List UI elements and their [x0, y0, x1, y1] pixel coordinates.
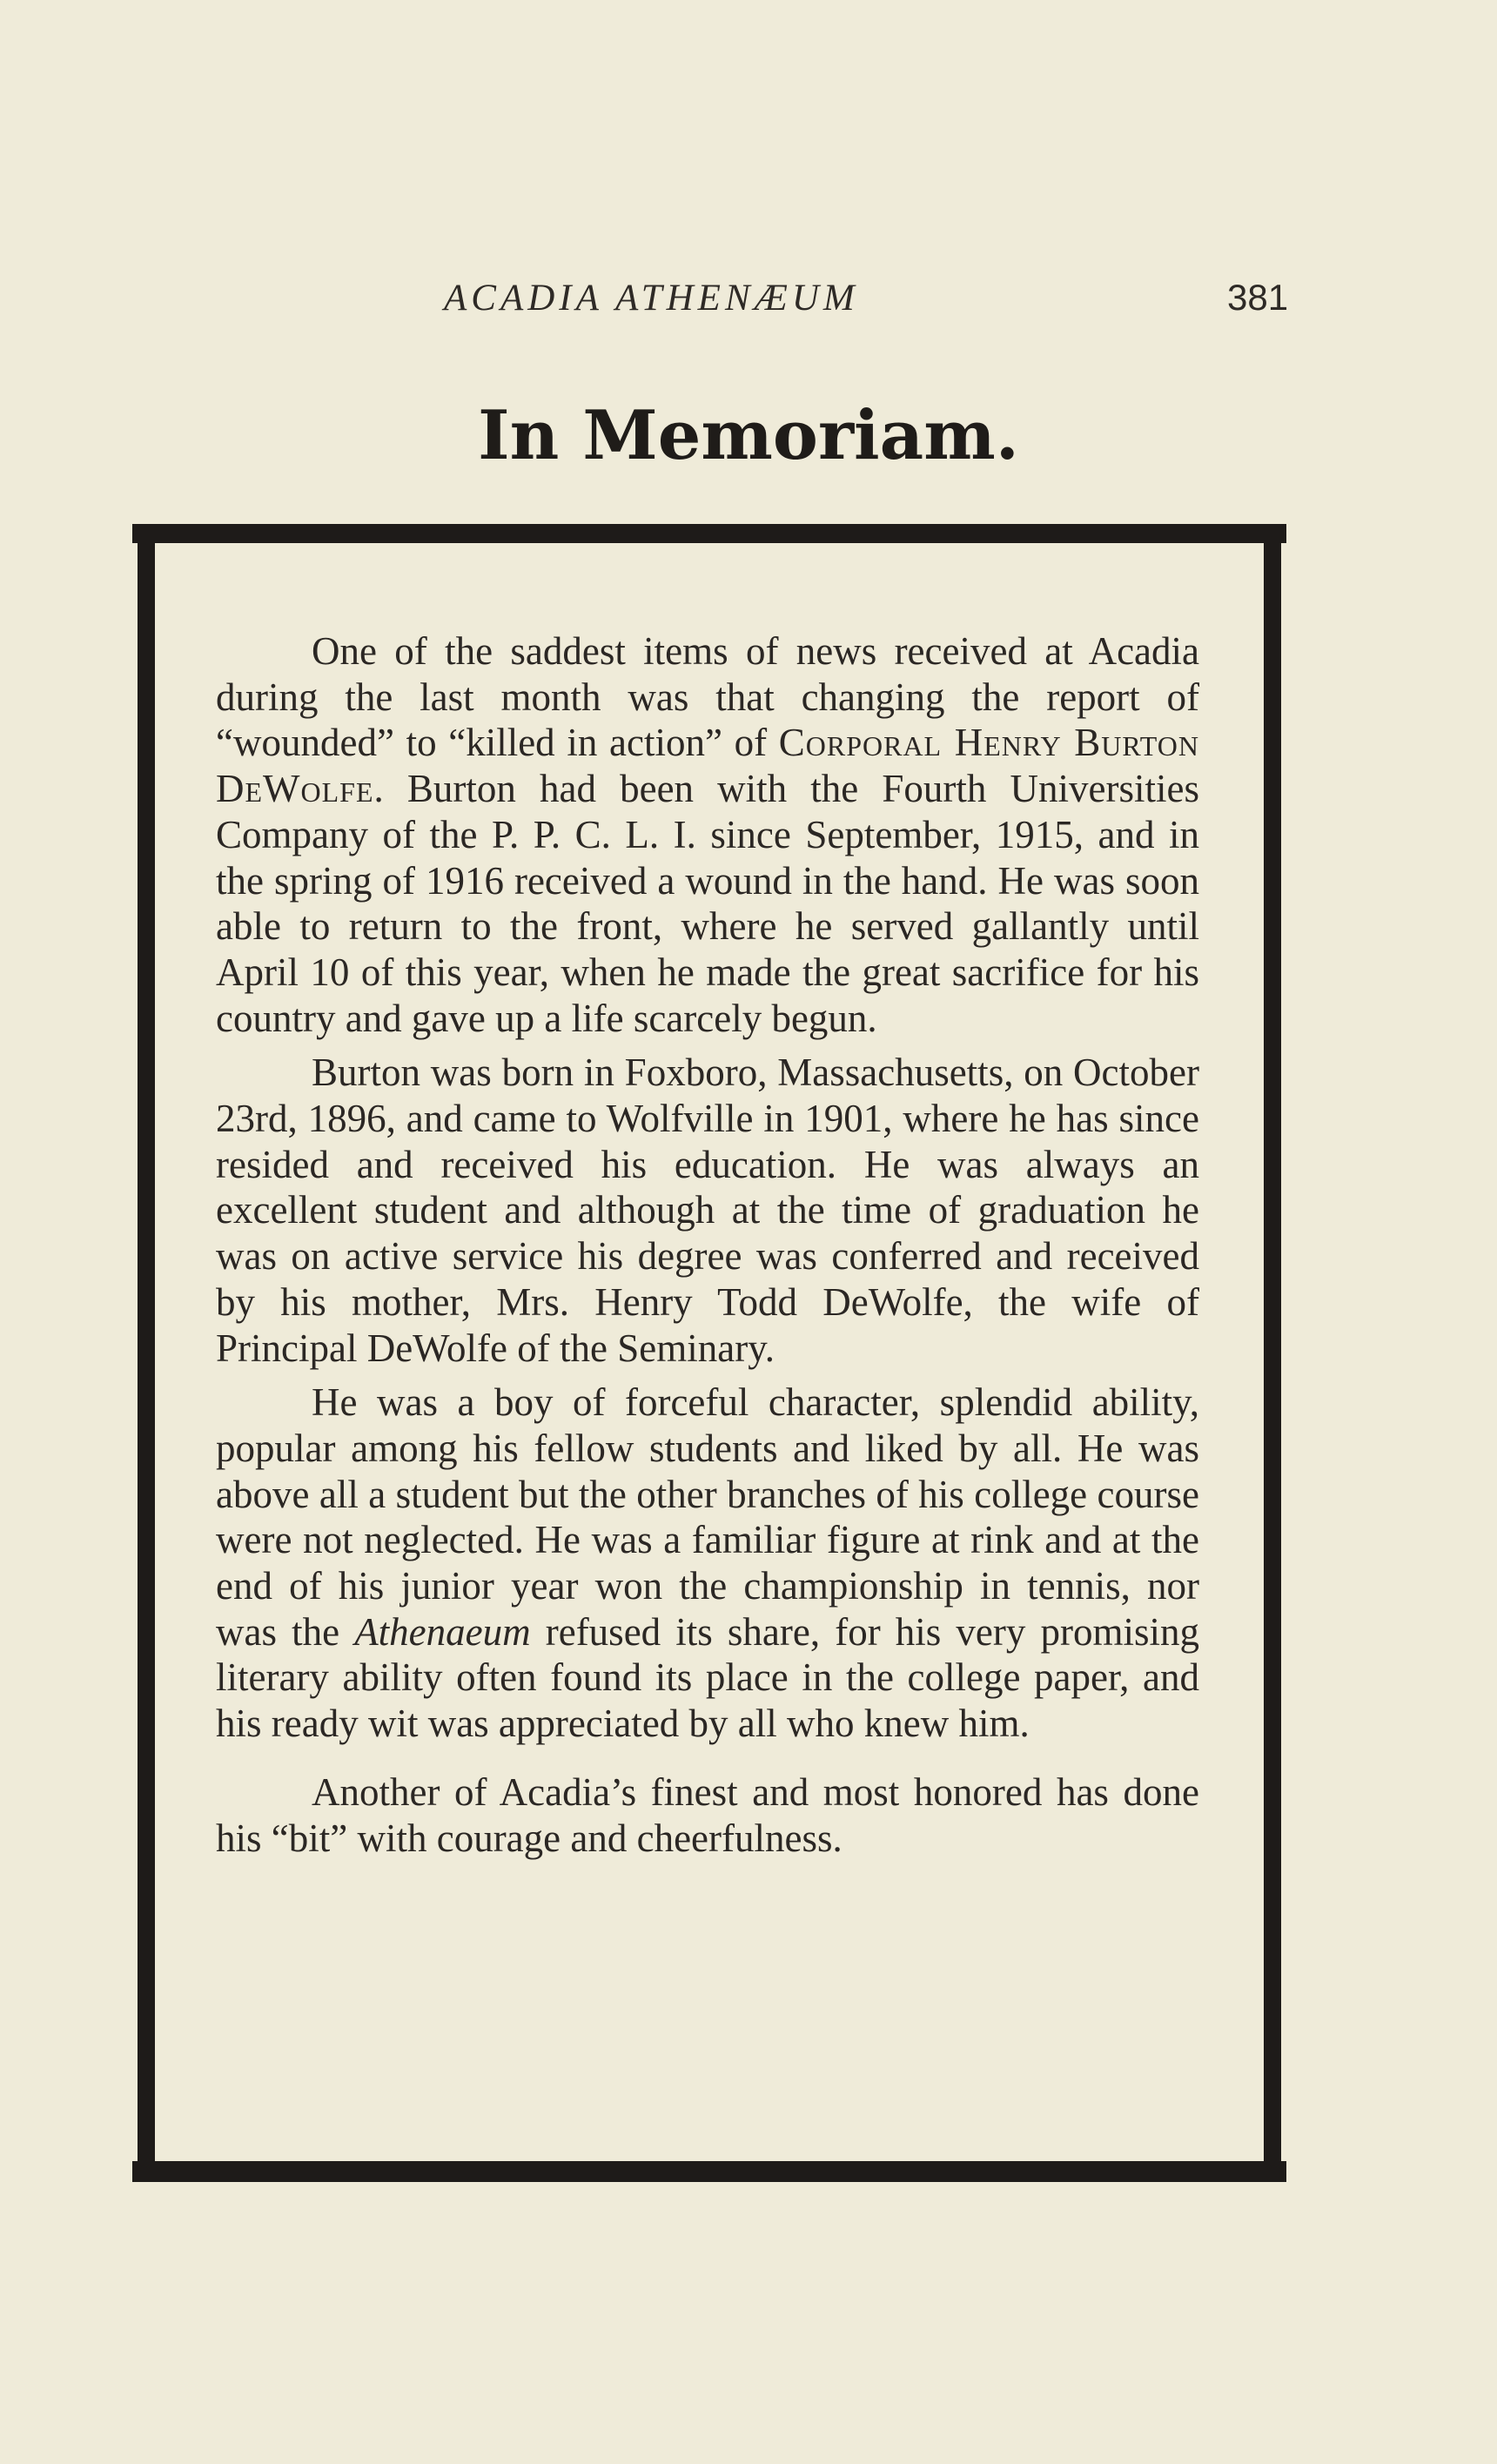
border-right — [1264, 543, 1281, 2162]
paragraph-4: Another of Acadia’s finest and most honored has done his “bit” with courage and cheerfulness. — [216, 1769, 1199, 1860]
paragraph-1-text-b: . Burton had been with the Fourth Universities Company of the P. P. C. L. I. since September, 1915, and in the spring of 1916 received a wound in the hand. He was soon able to return to the front, where he served gallantly until April 10 of this year, when he made the great sacrifice for his country and gave up a life scarcely begun. — [216, 767, 1199, 1040]
running-head: ACADIA ATHENÆUM — [444, 278, 859, 319]
paragraph-1-text-a: One of the saddest items of news received at Acadia during the last month was that changing the report of “wounded” to “killed in action” of — [216, 629, 1199, 765]
publication-name: Athenaeum — [354, 1609, 531, 1654]
page-number: 381 — [1227, 277, 1289, 318]
page-title: In Memoriam. — [478, 396, 1019, 475]
border-top — [132, 524, 1286, 543]
border-left — [138, 543, 155, 2162]
paragraph-3-text-a: He was a boy of forceful character, splendid ability, popular among his fellow students and liked by all. He was above all a student but the other branches of his college course were not neglected. He was a familiar figure at rink and at the end of his junior year won the championship in tennis, nor was the — [216, 1380, 1199, 1654]
border-bottom — [132, 2161, 1286, 2182]
article-body — [216, 628, 1199, 1861]
paragraph-1 — [216, 628, 1199, 1041]
paragraph-3 — [216, 1380, 1199, 1747]
paragraph-2: Burton was born in Foxboro, Massachusetts, on October 23rd, 1896, and came to Wolfville in 1901, where he has since resided and received his education. He was always an excellent student and although at the time of graduation he was on active service his degree was conferred and received by his mother, Mrs. Henry Todd DeWolfe, the wife of Principal DeWolfe of the Seminary. — [216, 1051, 1199, 1370]
subject-name: Corporal Henry Burton DeWolfe — [216, 721, 1199, 811]
paragraph-3-text-b: refused its share, for his very promising literary ability often found its place in the college paper, and his ready wit was appreciated by all who knew him. — [216, 1609, 1199, 1746]
